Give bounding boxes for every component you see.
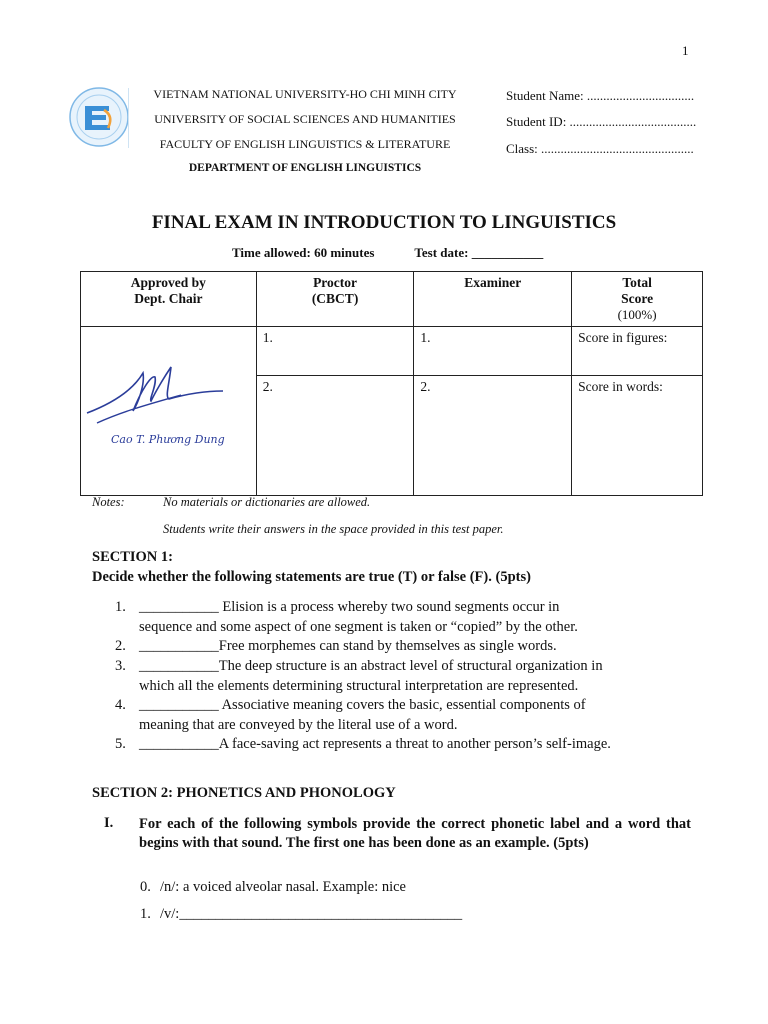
proctor-2[interactable]: 2. — [256, 376, 414, 496]
item-number: 0. — [140, 879, 151, 895]
item-text[interactable]: ___________Free morphemes can stand by themselves as single words. — [139, 638, 557, 654]
signature-name: Cao T. Phương Dung — [111, 433, 225, 446]
item-text[interactable]: ___________A face-saving act represents a threat to another person’s self-image. — [139, 736, 611, 752]
item-answer-field[interactable]: /v/:_______________________________________ — [160, 906, 463, 922]
item-text: meaning that are conveyed by the literal use of a word. — [139, 717, 458, 733]
exam-title: FINAL EXAM IN INTRODUCTION TO LINGUISTICS — [151, 212, 617, 233]
proctor-1[interactable]: 1. — [256, 327, 414, 376]
score-words[interactable]: Score in words: — [572, 376, 703, 496]
section1-instruction: Decide whether the following statements are true (T) or false (F). (5pts) — [92, 569, 531, 585]
part-number: I. — [104, 815, 114, 831]
faculty-name: FACULTY OF ENGLISH LINGUISTICS & LITERATURE — [159, 137, 451, 151]
score-table — [80, 271, 703, 496]
header-proctor — [256, 272, 414, 327]
header-text: Score — [621, 291, 654, 306]
item-text[interactable]: ___________ Associative meaning covers the basic, essential components of — [139, 697, 586, 713]
header-text: (CBCT) — [311, 291, 359, 306]
notes-text2: Students write their answers in the space provided in this test paper. — [163, 522, 504, 536]
notes-text1: No materials or dictionaries are allowed. — [163, 495, 371, 509]
item-number: 5. — [115, 736, 126, 752]
notes-line1 — [92, 495, 370, 510]
item-number: 1. — [115, 599, 126, 615]
examiner-2[interactable]: 2. — [414, 376, 572, 496]
section1-title: SECTION 1: — [92, 549, 173, 565]
university-national: VIETNAM NATIONAL UNIVERSITY-HO CHI MINH CITY — [153, 87, 457, 101]
header-text: (100%) — [617, 307, 657, 322]
section2-title: SECTION 2: PHONETICS AND PHONOLOGY — [92, 785, 396, 801]
item-number: 3. — [115, 658, 126, 674]
header-text: Proctor — [313, 275, 358, 290]
faculty-logo-icon — [68, 86, 130, 148]
examiner-1[interactable]: 1. — [414, 327, 572, 376]
student-name-field[interactable]: Student Name: ................................. — [506, 88, 695, 103]
header-text: Total — [622, 275, 652, 290]
item-text: which all the elements determining structural interpretation are represented. — [139, 678, 579, 694]
signature-cell — [81, 327, 257, 496]
time-allowed: Time allowed: 60 minutes — [232, 245, 375, 260]
header-text: Examiner — [464, 275, 522, 290]
header-examiner — [414, 272, 572, 327]
item-number: 1. — [140, 906, 151, 922]
student-id-field[interactable]: Student ID: ....................................... — [506, 114, 697, 129]
item-number: 2. — [115, 638, 126, 654]
university-name: UNIVERSITY OF SOCIAL SCIENCES AND HUMANITIES — [154, 112, 456, 126]
test-date-field[interactable]: Test date: ___________ — [414, 245, 544, 260]
item-number: 4. — [115, 697, 126, 713]
page-number: 1 — [682, 43, 689, 58]
signature-icon — [83, 345, 243, 475]
item-text[interactable]: ___________ Elision is a process whereby two sound segments occur in — [139, 599, 560, 615]
part-instruction: For each of the following symbols provide the correct phonetic label and a word that begins with that sound. The first one has been done as an example. (5pts) — [139, 816, 691, 851]
item-text: /n/: a voiced alveolar nasal. Example: nice — [160, 879, 406, 895]
item-text: sequence and some aspect of one segment is taken or “copied” by the other. — [139, 619, 578, 635]
header-text: Dept. Chair — [134, 291, 203, 306]
header-text: Approved by — [130, 275, 206, 290]
item-text[interactable]: ___________The deep structure is an abstract level of structural organization in — [139, 658, 603, 674]
department-name: DEPARTMENT OF ENGLISH LINGUISTICS — [188, 162, 422, 174]
time-date-line — [232, 245, 543, 261]
header-approved — [81, 272, 257, 327]
score-figures[interactable]: Score in figures: — [572, 327, 703, 376]
header-total-score — [572, 272, 703, 327]
notes-label: Notes: — [92, 495, 125, 509]
class-field[interactable]: Class: ............................................... — [506, 141, 694, 156]
